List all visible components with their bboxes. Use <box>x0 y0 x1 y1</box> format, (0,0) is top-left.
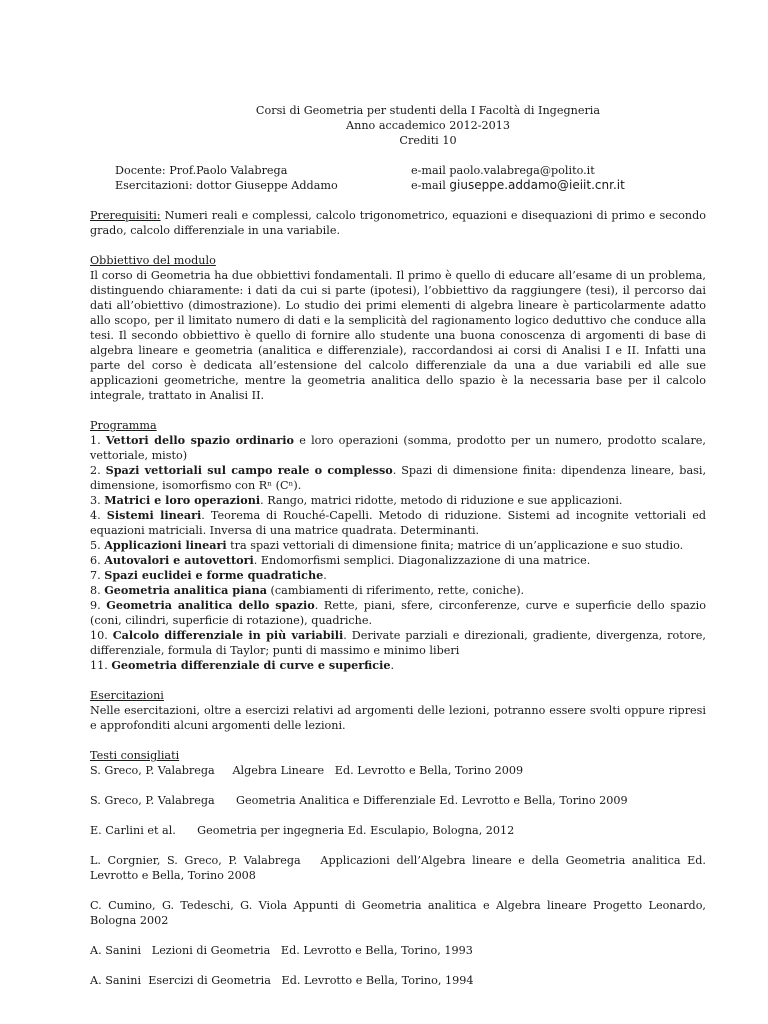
docente-row <box>115 163 706 178</box>
programma-item-topic: Vettori dello spazio ordinario <box>105 433 295 447</box>
programma-item-topic: Sistemi lineari <box>106 508 202 522</box>
programma-item-number: 7. <box>90 569 105 582</box>
programma-item-topic: Spazi vettoriali sul campo reale o complesso <box>105 463 393 477</box>
programma-section <box>90 418 706 673</box>
programma-item-detail: . Rango, matrici ridotte, metodo di riduzione e sue applicazioni. <box>260 494 623 507</box>
programma-item <box>90 508 706 538</box>
programma-item-number: 10. <box>90 629 113 642</box>
programma-item <box>90 598 706 628</box>
credits: Crediti 10 <box>399 134 457 147</box>
docente-name: Docente: Prof.Paolo Valabrega <box>115 164 288 177</box>
programma-item-topic: Spazi euclidei e forme quadratiche <box>104 568 324 582</box>
programma-item-number: 5. <box>90 539 105 552</box>
programma-item-detail: . Rette, piani, sfere, circonferenze, curve e superficie dello spazio (coni, cilindri, superficie di rotazione), quadriche. <box>90 599 706 627</box>
programma-item <box>90 433 706 463</box>
esercitazioni-section <box>90 688 706 733</box>
academic-year: Anno accademico 2012-2013 <box>346 119 510 132</box>
programma-item-detail: tra spazi vettoriali di dimensione finita; matrice di un’applicazione e suo studio. <box>226 539 684 552</box>
programma-item-number: 6. <box>90 554 105 567</box>
contacts-block <box>115 163 706 193</box>
book-entry: S. Greco, P. Valabrega Geometria Analitica e Differenziale Ed. Levrotto e Bella, Torino 2009 <box>90 794 628 807</box>
programma-item-detail: (cambiamenti di riferimento, rette, coniche). <box>267 584 525 597</box>
programma-item-topic: Geometria differenziale di curve e superficie <box>111 658 391 672</box>
programma-item <box>90 553 706 568</box>
book-entry: L. Corgnier, S. Greco, P. Valabrega Applicazioni dell’Algebra lineare e della Geometria analitica Ed. Levrotto e Bella, Torino 2008 <box>90 854 710 882</box>
esercitazioni-row <box>115 178 706 193</box>
programma-item-number: 11. <box>90 659 112 672</box>
programma-item <box>90 628 706 658</box>
obiettivo-text: Il corso di Geometria ha due obbiettivi fondamentali. Il primo è quello di educare all’esame di un problema, distinguendo chiaramente: i dati da cui si parte (ipotesi), l’obbiettivo da raggiungere (tesi), il percorso dai dati all’obiettivo (dimostrazione). Lo studio dei primi elementi di algebra lineare è particolarmente adatto allo scopo, per il limitato numero di dati e la semplicità del ragionamento logico deduttivo che conduce alla tesi. Il secondo obbiettivo è quello di fornire allo studente una buona conoscenza di argomenti di base di algebra lineare e geometria (analitica e differenziale), raccordandosi ai corsi di Analisi I e II. Infatti una parte del corso è dedicata all’estensione del calcolo differenziale da una a due variabili ed alle sue applicazioni geometriche, mentre la geometria analitica dello spazio è la necessaria base per il calcolo integrale, trattato in Analisi II. <box>90 269 706 402</box>
prerequisiti-label: Prerequisiti: <box>90 209 161 222</box>
programma-item-number: 4. <box>90 509 107 522</box>
programma-item-topic: Geometria analitica dello spazio <box>106 598 315 612</box>
book-entry: E. Carlini et al. Geometria per ingegneria Ed. Esculapio, Bologna, 2012 <box>90 824 515 837</box>
programma-item-detail: . Teorema di Rouché-Capelli. Metodo di riduzione. Sistemi ad incognite vettoriali ed equazioni matriciali. Inversa di una matrice quadrata. Determinanti. <box>90 509 707 537</box>
esercitazioni-email: giuseppe.addamo@ieiit.cnr.it <box>449 178 625 192</box>
esercitazioni-email-label: e-mail <box>411 179 450 192</box>
programma-item-number: 2. <box>90 464 106 477</box>
programma-item-number: 3. <box>90 494 105 507</box>
programma-item-number: 1. <box>90 434 106 447</box>
books-list <box>90 763 710 988</box>
programma-item <box>90 493 706 508</box>
programma-item <box>90 583 706 598</box>
programma-item-topic: Calcolo differenziale in più variabili <box>112 628 344 642</box>
programma-item-detail: . Endomorfismi semplici. Diagonalizzazione di una matrice. <box>253 554 591 567</box>
programma-item-topic: Matrici e loro operazioni <box>104 493 261 507</box>
book-entry: C. Cumino, G. Tedeschi, G. Viola Appunti di Geometria analitica e Algebra lineare Progetto Leonardo, Bologna 2002 <box>90 899 710 927</box>
programma-item-topic: Autovalori e autovettori <box>104 553 254 567</box>
programma-item-detail: . <box>390 659 395 672</box>
obiettivo-heading: Obbiettivo del modulo <box>90 254 216 267</box>
programma-item-topic: Applicazioni lineari <box>104 538 227 552</box>
esercitazioni-name: Esercitazioni: dottor Giuseppe Addamo <box>115 179 338 192</box>
esercitazioni-heading: Esercitazioni <box>90 689 164 702</box>
book-entry: S. Greco, P. Valabrega Algebra Lineare Ed. Levrotto e Bella, Torino 2009 <box>90 764 524 777</box>
testi-section <box>90 748 710 988</box>
programma-list <box>90 433 706 673</box>
programma-item <box>90 658 706 673</box>
docente-email: e-mail paolo.valabrega@polito.it <box>411 164 595 177</box>
esercitazioni-text: Nelle esercitazioni, oltre a esercizi relativi ad argomenti delle lezioni, potranno essere svolti oppure ripresi e approfonditi alcuni argomenti delle lezioni. <box>90 704 706 732</box>
programma-item <box>90 568 706 583</box>
testi-heading: Testi consigliati <box>90 749 180 762</box>
programma-item <box>90 538 706 553</box>
programma-item-detail: . <box>323 569 327 582</box>
programma-item <box>90 463 706 493</box>
programma-heading: Programma <box>90 419 157 432</box>
book-entry: A. Sanini Lezioni di Geometria Ed. Levrotto e Bella, Torino, 1993 <box>90 944 473 957</box>
programma-item-detail: . Derivate parziali e direzionali, gradiente, divergenza, rotore, differenziale, formula di Taylor; punti di massimo e minimo liberi <box>90 629 706 657</box>
prerequisiti-paragraph <box>90 208 706 238</box>
programma-item-number: 8. <box>90 584 105 597</box>
prerequisiti-text: Numeri reali e complessi, calcolo trigonometrico, equazioni e disequazioni di primo e secondo grado, calcolo differenziale in una variabile. <box>90 209 706 237</box>
book-entry: A. Sanini Esercizi di Geometria Ed. Levrotto e Bella, Torino, 1994 <box>90 974 474 987</box>
programma-item-topic: Geometria analitica piana <box>104 583 267 597</box>
document-header <box>150 103 706 148</box>
programma-item-number: 9. <box>90 599 107 612</box>
esercitazioni-email-wrap <box>411 178 625 193</box>
programma-item-detail: . Spazi di dimensione finita: dipendenza lineare, basi, dimensione, isomorfismo con Rⁿ (Cⁿ). <box>90 464 706 492</box>
course-title: Corsi di Geometria per studenti della I Facoltà di Ingegneria <box>255 104 601 117</box>
obiettivo-section <box>90 253 706 403</box>
programma-item-detail: e loro operazioni (somma, prodotto per un numero, prodotto scalare, vettoriale, misto) <box>90 434 706 462</box>
